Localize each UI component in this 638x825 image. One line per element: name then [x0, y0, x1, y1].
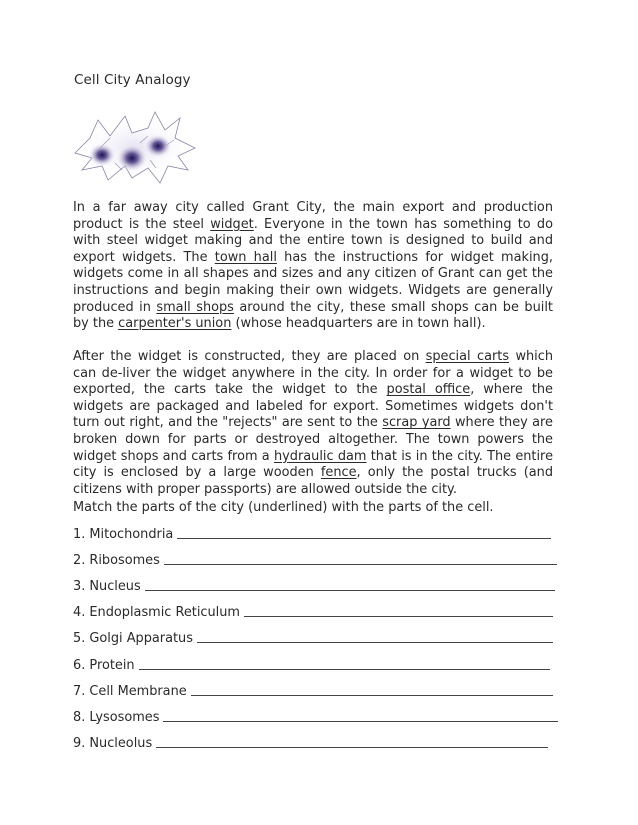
question-item [73, 620, 563, 646]
paragraph-text: where they are broken down for parts or destroyed altogether. The town powers the widget shops and carts from a [73, 415, 553, 464]
question-label: 2. Ribosomes [73, 553, 160, 569]
question-item [73, 594, 563, 620]
question-label: 3. Nucleus [73, 579, 141, 595]
paragraph-text: which can de-liver the widget anywhere in the city. In order for a widget to be exported, the carts take the widget to the [73, 349, 553, 398]
question-label: 5. Golgi Apparatus [73, 631, 193, 647]
question-item [73, 542, 563, 568]
underlined-term: widget [210, 216, 254, 232]
decorative-cell-illustration [70, 108, 205, 188]
story-paragraph-2 [73, 349, 553, 498]
answer-blank-line[interactable] [139, 669, 550, 670]
underlined-term: fence [320, 465, 357, 481]
answer-blank-line[interactable] [197, 642, 553, 643]
answer-blank-line[interactable] [191, 695, 553, 696]
question-label: 6. Protein [73, 657, 135, 673]
question-label: 8. Lysosomes [73, 709, 160, 725]
question-label: 7. Cell Membrane [73, 683, 187, 699]
question-item [73, 516, 563, 542]
answer-blank-line[interactable] [164, 564, 557, 565]
underlined-term: hydraulic dam [273, 448, 367, 464]
story-paragraph-1 [73, 200, 553, 333]
answer-blank-line[interactable] [244, 616, 553, 617]
paragraph-text: . Everyone in the town has something to do with steel widget making and the entire town is designed to build and export widgets. The [73, 216, 553, 265]
question-item [73, 568, 563, 594]
question-list [73, 516, 563, 751]
paragraph-text: around the city, these small shops can be built by the [73, 299, 553, 332]
underlined-term: small shops [156, 299, 234, 315]
paragraph-text: After the widget is constructed, they are placed on [73, 349, 426, 364]
question-label: 1. Mitochondria [73, 527, 174, 543]
answer-blank-line[interactable] [163, 721, 558, 722]
underlined-term: town hall [214, 249, 277, 265]
paragraph-text: that is in the city. The entire city is enclosed by a large wooden [73, 448, 554, 481]
underlined-term: special carts [425, 349, 510, 364]
answer-blank-line[interactable] [177, 538, 551, 539]
paragraph-text: (whose headquarters are in town hall). [231, 316, 486, 332]
paragraph-text: , where the widgets are packaged and labeled for export. Sometimes widgets don't turn out right, and the "rejects" are sent to the [73, 382, 553, 431]
answer-blank-line[interactable] [145, 590, 555, 591]
paragraph-text: has the instructions for widget making, widgets come in all shapes and sizes and any citizen of Grant can get the instructions and begin making their own widgets. Widgets are generally produced in [73, 249, 554, 315]
underlined-term: carpenter's union [118, 316, 232, 332]
answer-blank-line[interactable] [156, 747, 548, 748]
question-label: 9. Nucleolus [73, 735, 153, 751]
match-instructions: Match the parts of the city (underlined) with the parts of the cell. [73, 500, 494, 515]
question-item [73, 725, 563, 751]
page-title: Cell City Analogy [74, 72, 191, 88]
question-label: 4. Endoplasmic Reticulum [73, 605, 240, 621]
paragraph-text: , only the postal trucks (and citizens with proper passports) are allowed outside the city. [73, 465, 553, 497]
question-item [73, 699, 563, 725]
underlined-term: scrap yard [382, 415, 451, 431]
underlined-term: postal office [386, 382, 471, 398]
question-item [73, 646, 563, 672]
paragraph-text: In a far away city called Grant City, the main export and production product is the steel [73, 200, 553, 232]
question-item [73, 673, 563, 699]
